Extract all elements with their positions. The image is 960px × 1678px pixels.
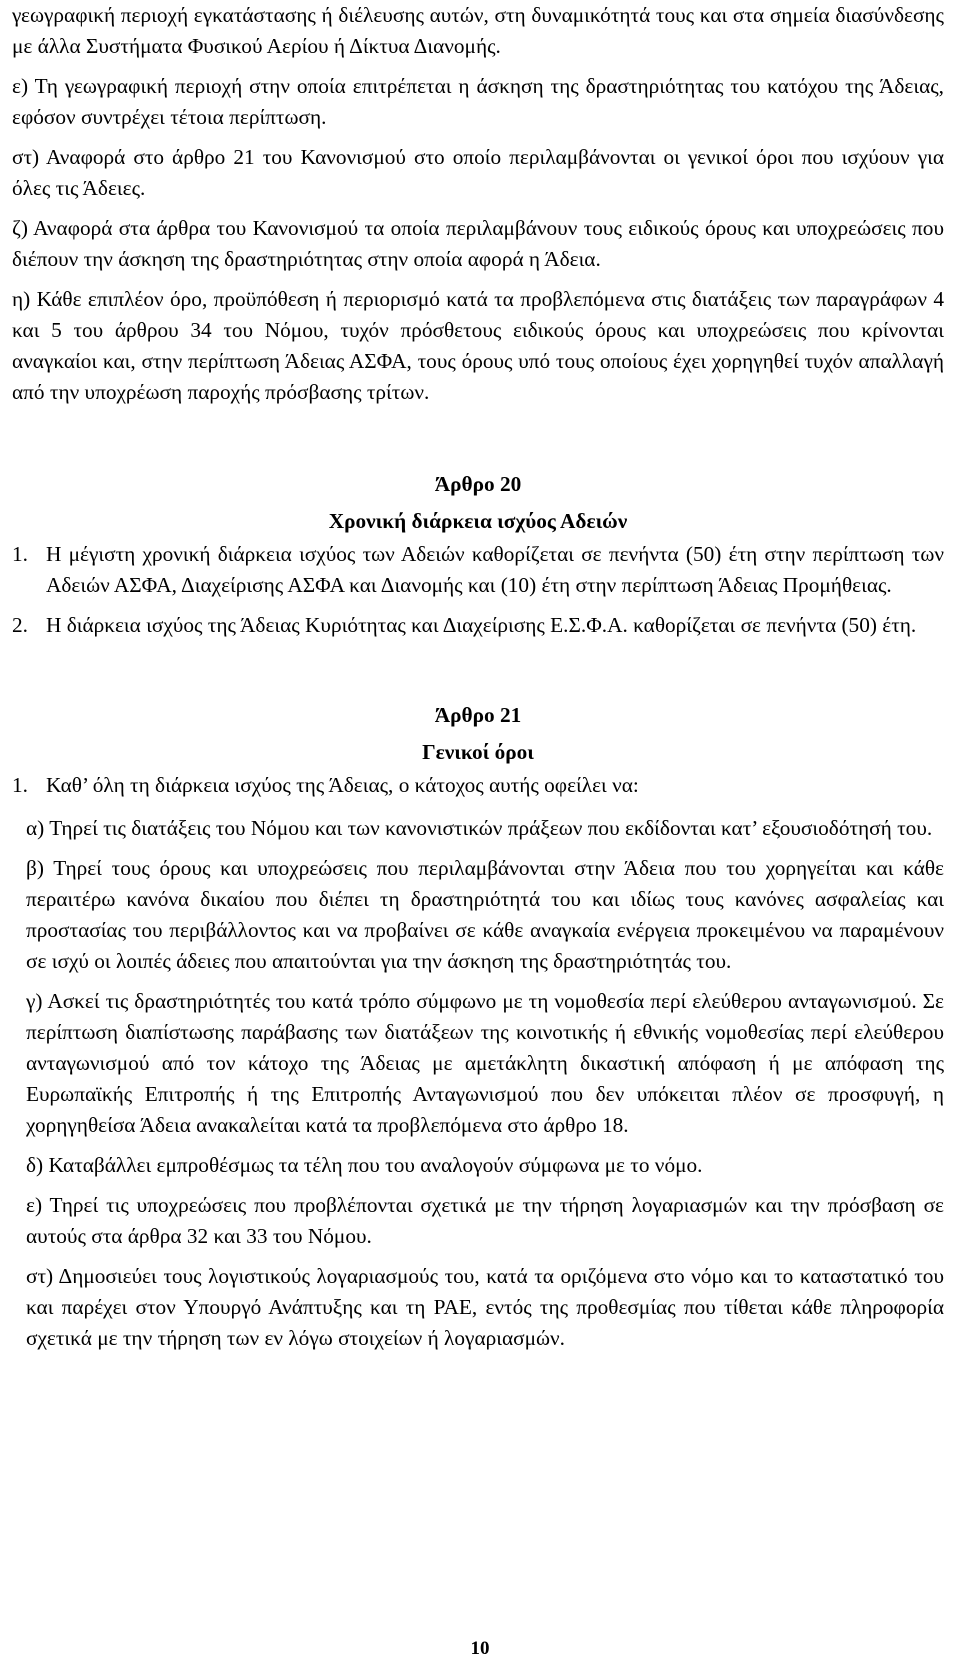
document-body xyxy=(12,0,944,1363)
article-20-item-2 xyxy=(12,610,944,641)
paragraph-continuation: γεωγραφική περιοχή εγκατάστασης ή διέλευσης αυτών, στη δυναμικότητά τους και στα σημεία διασύνδεσης με άλλα Συστήματα Φυσικού Αερίου ή Δίκτυα Διανομής. xyxy=(12,3,944,58)
item-text: Καθ’ όλη τη διάρκεια ισχύος της Άδειας, ο κάτοχος αυτής οφείλει να: xyxy=(46,773,639,797)
article-21-subitem-e: ε) Τηρεί τις υποχρεώσεις που προβλέπονται σχετικά με την τήρηση λογαριασμών και την πρόσβαση σε αυτούς στα άρθρα 32 και 33 του Νόμου. xyxy=(26,1193,944,1248)
article-21-title: Γενικοί όροι xyxy=(422,740,534,764)
article-21-subitem-a: α) Τηρεί τις διατάξεις του Νόμου και των κανονιστικών πράξεων που εκδίδονται κατ’ εξουσιοδότησή του. xyxy=(26,816,933,840)
article-21-subitem-d: δ) Καταβάλλει εμπροθέσμως τα τέλη που του αναλογούν σύμφωνα με το νόμο. xyxy=(26,1153,703,1177)
article-21-heading: Άρθρο 21 xyxy=(434,703,522,727)
paragraph-z: ζ) Αναφορά στα άρθρα του Κανονισμού τα οποία περιλαμβάνουν τους ειδικούς όρους και υποχρεώσεις που διέπουν την άσκηση της δραστηριότητας στην οποία αφορά η Άδεια. xyxy=(12,216,944,271)
paragraph-st: στ) Αναφορά στο άρθρο 21 του Κανονισμού στο οποίο περιλαμβάνονται οι γενικοί όροι που ισχύουν για όλες τις Άδειες. xyxy=(12,145,944,200)
item-text: Η διάρκεια ισχύος της Άδειας Κυριότητας και Διαχείρισης Ε.Σ.Φ.Α. καθορίζεται σε πενήντα (50) έτη. xyxy=(46,613,917,637)
paragraph-i: η) Κάθε επιπλέον όρο, προϋπόθεση ή περιορισμό κατά τα προβλεπόμενα στις διατάξεις των παραγράφων 4 και 5 του άρθρου 34 του Νόμου, τυχόν πρόσθετους ειδικούς όρους και υποχρεώσεις που κρίνονται αναγκαίοι και, στην περίπτωση Άδειας ΑΣΦΑ, τους όρους υπό τους οποίους έχει χορηγηθεί τυχόν απαλλαγή από την υποχρέωση παροχής πρόσβασης τρίτων. xyxy=(12,287,944,404)
article-20-title: Χρονική διάρκεια ισχύος Αδειών xyxy=(328,509,628,533)
article-20-heading: Άρθρο 20 xyxy=(434,472,522,496)
item-number: 1. xyxy=(12,773,28,797)
article-21-subitem-st: στ) Δημοσιεύει τους λογιστικούς λογαριασμούς του, κατά τα οριζόμενα στο νόμο και το καταστατικό του και παρέχει στον Υπουργό Ανάπτυξης και τη ΡΑΕ, εντός της προθεσμίας που τίθεται κάθε πληροφορία σχετικά με την τήρηση των εν λόγω στοιχείων ή λογαριασμών. xyxy=(26,1264,944,1350)
article-21-subitem-b: β) Τηρεί τους όρους και υποχρεώσεις που περιλαμβάνονται στην Άδεια που του χορηγείται και κάθε περαιτέρω κανόνα δικαίου που διέπει τη δραστηριότητά του και ιδίως τους κανόνες ασφαλείας και προστασίας του περιβάλλοντος και να προβαίνει σε κάθε αναγκαία ενέργεια προκειμένου να παραμένουν σε ισχύ οι λοιπές άδειες που απαιτούνται για την άσκηση της δραστηριότητάς του. xyxy=(26,856,944,973)
article-21-subitem-c: γ) Ασκεί τις δραστηριότητές του κατά τρόπο σύμφωνο με τη νομοθεσία περί ελεύθερου ανταγωνισμού. Σε περίπτωση διαπίστωσης παράβασης των διατάξεων της κοινοτικής ή εθνικής νομοθεσίας περί ελεύθερου ανταγωνισμού από τον κάτοχο της Άδειας με αμετάκλητη δικαστική απόφαση ή με απόφαση της Ευρωπαϊκής Επιτροπής ή της Επιτροπής Ανταγωνισμού που δεν υπόκειται πλέον σε προσφυγή, η χορηγηθείσα Άδεια ανακαλείται κατά τα προβλεπόμενα στο άρθρο 18. xyxy=(26,989,944,1137)
item-number: 2. xyxy=(12,613,28,637)
item-number: 1. xyxy=(12,542,28,566)
paragraph-e: ε) Τη γεωγραφική περιοχή στην οποία επιτρέπεται η άσκηση της δραστηριότητας του κατόχου της Άδειας, εφόσον συντρέχει τέτοια περίπτωση. xyxy=(12,74,944,129)
page-number: 10 xyxy=(470,1638,490,1659)
item-text: Η μέγιστη χρονική διάρκεια ισχύος των Αδειών καθορίζεται σε πενήντα (50) έτη στην περίπτωση των Αδειών ΑΣΦΑ, Διαχείρισης ΑΣΦΑ και Διανομής και (10) έτη στην περίπτωση Άδειας Προμήθειας. xyxy=(46,542,944,597)
article-20-item-1 xyxy=(12,539,944,601)
article-21-item-1 xyxy=(12,770,944,801)
